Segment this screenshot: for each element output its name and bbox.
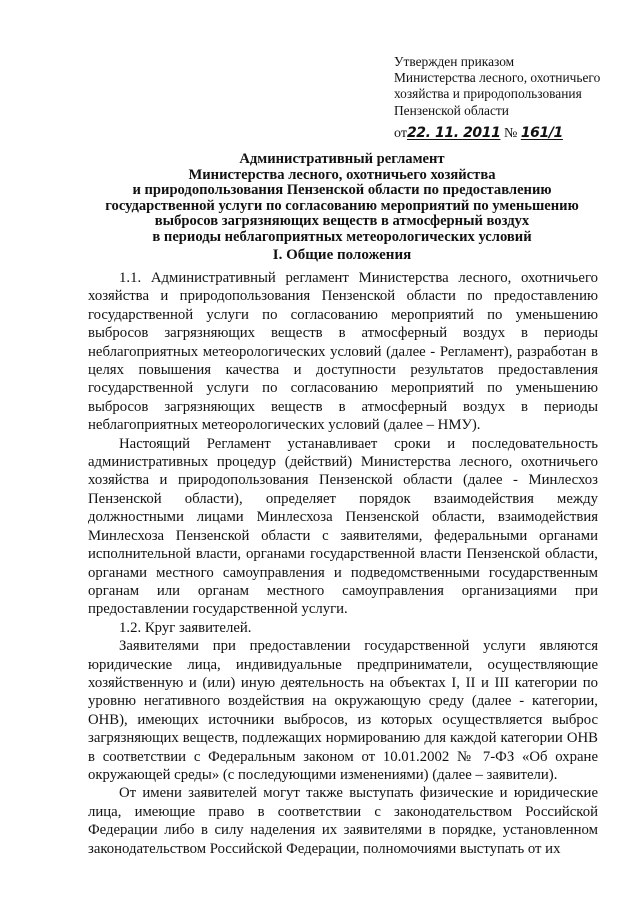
- title-line: в периоды неблагоприятных метеорологических условий: [152, 228, 532, 245]
- section-heading: I. Общие положения: [272, 247, 412, 263]
- paragraph: Настоящий Регламент устанавливает сроки и последовательность административных процедур (действий) Министерства лесного, охотничьего хозяйства и природопользования Пензенской области (далее - Минлесхоз Пензенской области), определяет порядок взаимодействия между должностными лицами Минлесхоза Пензенской области, взаимодействия Минлесхоза Пензенской области с заявителями, федеральными органами исполнительной власти, органами государственной власти Пензенской области, органами местного самоуправления и подведомственными государственным органам или органам местного самоуправления организациями при предоставлении государственной услуги.: [88, 435, 598, 618]
- document-body: [88, 269, 598, 858]
- order-prefix: от: [394, 126, 407, 141]
- approval-line: хозяйства и природопользования: [394, 86, 582, 102]
- title-line: Министерства лесного, охотничьего хозяйства: [188, 166, 496, 183]
- document-title: [76, 152, 608, 246]
- approval-line: Пензенской области: [394, 102, 509, 118]
- title-line: государственной услуги по согласованию мероприятий по уменьшению: [105, 197, 579, 214]
- title-line: выбросов загрязняющих веществ в атмосферный воздух: [154, 213, 530, 230]
- order-number: 161/1: [520, 125, 563, 141]
- order-reference: [394, 125, 563, 142]
- title-line: и природопользования Пензенской области по предоставлению: [132, 182, 552, 199]
- paragraph: 1.1. Административный регламент Министерства лесного, охотничьего хозяйства и природопользования Пензенской области по предоставлению государственной услуги по согласованию мероприятий по уменьшению выбросов загрязняющих веществ в атмосферный воздух в периоды неблагоприятных метеорологических условий (далее - Регламент), разработан в целях повышения качества и доступности результатов предоставления государственной услуги по согласованию мероприятий по уменьшению выбросов загрязняющих веществ в атмосферный воздух в периоды неблагоприятных метеорологических условий (далее – НМУ).: [88, 270, 598, 434]
- paragraph: От имени заявителей могут также выступать физические и юридические лица, имеющие право в соответствии с законодательством Российской Федерации либо в силу наделения их заявителями в порядке, установленном законодательством Российской Федерации, полномочиями выступать от их: [88, 785, 598, 857]
- title-line: Административный регламент: [239, 151, 445, 167]
- paragraph: Заявителями при предоставлении государственной услуги являются юридические лица, индивидуальные предприниматели, осуществляющие хозяйственную и (или) иную деятельность на объектах I, II и III категории по уровню негативного воздействия на окружающую среду (далее - категории, ОНВ), имеющих источники выбросов, из которых осуществляется выброс загрязняющих веществ, подлежащих нормированию для каждой категории ОНВ в соответствии с Федеральным законом от 10.01.2002 № 7-ФЗ «Об охране окружающей среды» (с последующими изменениями) (далее – заявители).: [88, 638, 598, 783]
- approval-line: Министерства лесного, охотничьего: [394, 70, 601, 86]
- approval-stamp: [394, 54, 624, 119]
- order-date: 22. 11. 2011: [406, 125, 501, 141]
- order-number-prefix: №: [503, 126, 518, 141]
- paragraph: 1.2. Круг заявителей.: [119, 619, 252, 636]
- approval-line: Утвержден приказом: [394, 54, 515, 69]
